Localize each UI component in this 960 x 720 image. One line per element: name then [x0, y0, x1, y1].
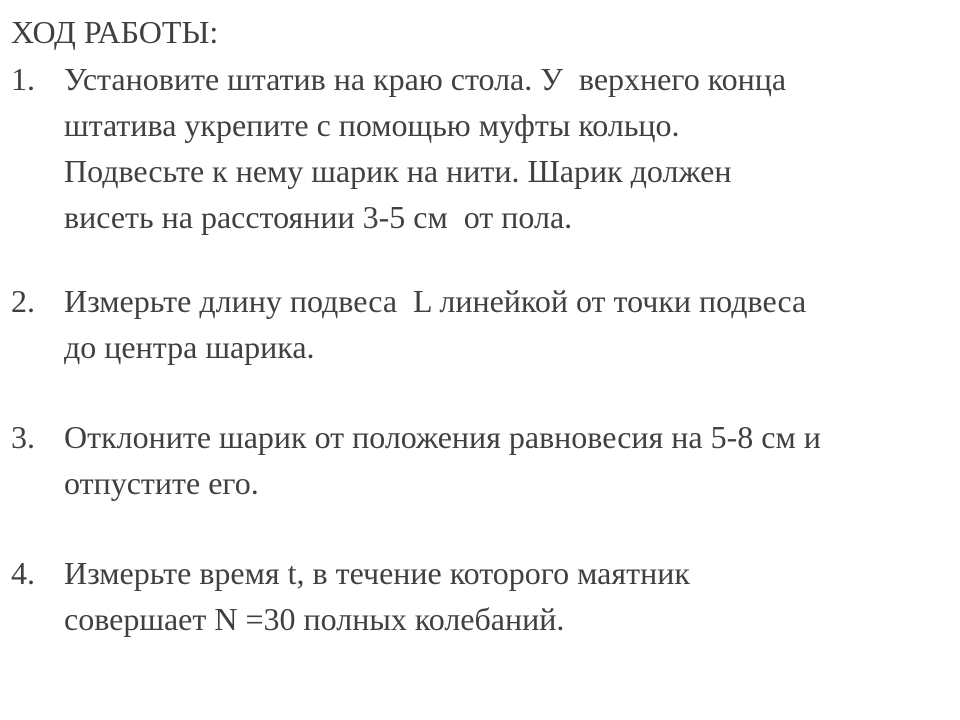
- step-text-line: до центра шарика.: [64, 329, 315, 365]
- step-number: 4.: [11, 555, 35, 591]
- step-text-line: Подвесьте к нему шарик на нити. Шарик должен: [64, 153, 732, 189]
- step-text-line: висеть на расстоянии 3-5 см от пола.: [64, 199, 573, 235]
- step-text-line: Измерьте длину подвеса L линейкой от точки подвеса: [64, 283, 807, 319]
- step-text-line: штатива укрепите с помощью муфты кольцо.: [64, 107, 680, 143]
- step-text-line: Отклоните шарик от положения равновесия на 5-8 см и: [64, 419, 821, 455]
- step-text-line: Измерьте время t, в течение которого маятник: [64, 555, 690, 591]
- step-text-line: Установите штатив на краю стола. У верхнего конца: [64, 61, 787, 97]
- step-text-line: совершает N =30 полных колебаний.: [64, 601, 565, 637]
- step-number: 3.: [11, 419, 35, 455]
- step-text-line: отпустите его.: [64, 465, 259, 501]
- slide-heading: ХОД РАБОТЫ:: [11, 14, 219, 50]
- step-number: 2.: [11, 283, 35, 319]
- step-number: 1.: [11, 61, 35, 97]
